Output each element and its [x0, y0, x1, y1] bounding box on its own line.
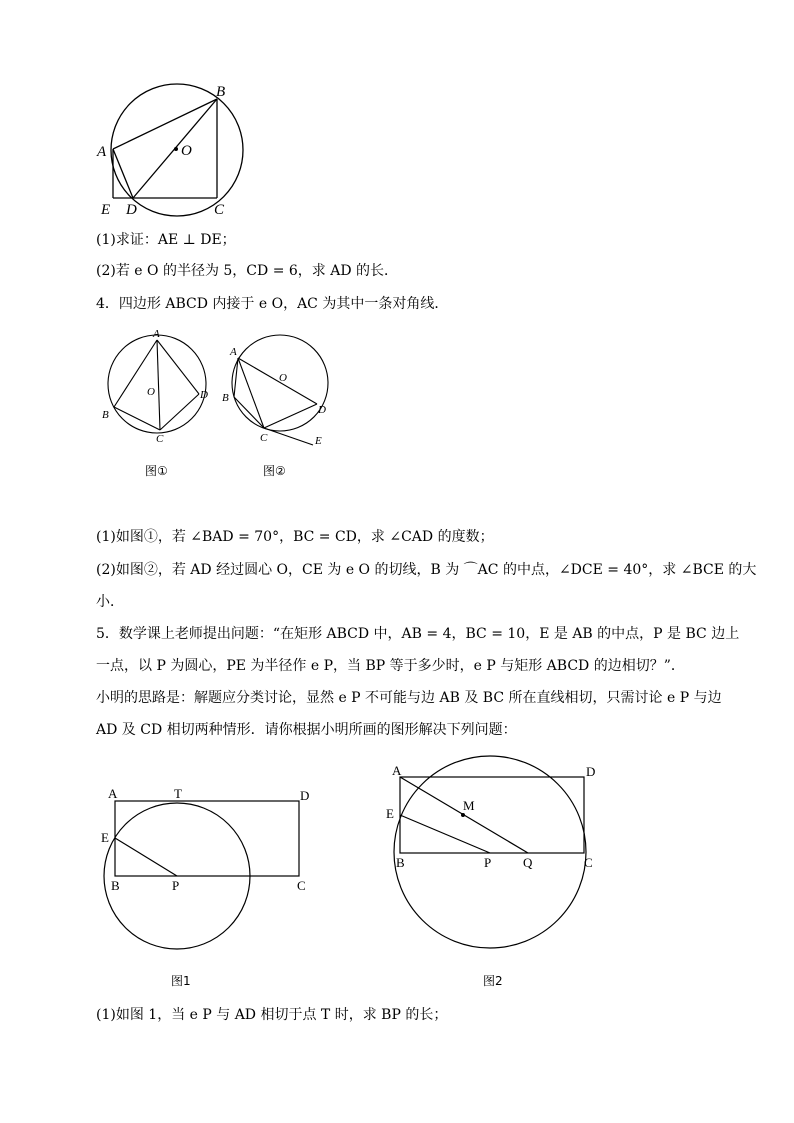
- fig2-circle: [232, 335, 328, 431]
- fig5b-point-m: [461, 813, 465, 817]
- fig5a-label-p: P: [172, 878, 180, 893]
- circle-o: [111, 84, 243, 216]
- fig5a-label-a: A: [108, 786, 118, 801]
- fig5b-caption: 图2: [483, 974, 503, 988]
- p3-part2: (2)若 e O 的半径为 5，CD = 6，求 AD 的长．: [96, 263, 399, 279]
- fig1-ac: [157, 340, 160, 430]
- p4-part1: (1)如图①，若 ∠BAD = 70°，BC = CD，求 ∠CAD 的度数；: [96, 529, 494, 545]
- fig5a-label-b: B: [111, 878, 120, 893]
- fig2-label-b: B: [222, 392, 229, 404]
- fig1-cd: [160, 394, 199, 430]
- p4-intro: 4．四边形 ABCD 内接于 e O，AC 为其中一条对角线．: [96, 296, 449, 312]
- label-o: O: [181, 143, 192, 159]
- fig2-ab: [234, 358, 238, 397]
- fig2-label-c: C: [260, 432, 268, 444]
- segment-ad: [113, 149, 133, 198]
- fig5b-label-m: M: [463, 798, 475, 813]
- p5-line3: 小明的思路是：解题应分类讨论，显然 e P 不可能与边 AB 及 BC 所在直线相切，只需讨论 e P 与边: [96, 690, 722, 706]
- fig5a-label-c: C: [297, 878, 306, 893]
- fig5a-caption: 图1: [171, 974, 191, 988]
- fig5b-rectangle: [400, 777, 584, 853]
- fig5b-label-q: Q: [523, 855, 533, 870]
- fig2-caption: 图②: [263, 464, 286, 478]
- fig5a-ep: [115, 838, 177, 876]
- fig2-ce: [264, 428, 313, 445]
- label-c: C: [214, 202, 225, 218]
- fig5b-label-e: E: [386, 806, 394, 821]
- p5-part1: (1)如图 1，当 e P 与 AD 相切于点 T 时，求 BP 的长；: [96, 1007, 448, 1023]
- p5-line2: 一点，以 P 为圆心，PE 为半径作 e P，当 BP 等于多少时，e P 与矩形 ABCD 的边相切？”．: [96, 658, 685, 674]
- label-a: A: [97, 144, 107, 160]
- fig5a-label-d: D: [300, 788, 310, 803]
- fig5b-circle: [394, 756, 586, 948]
- fig2-label-e: E: [315, 435, 322, 447]
- fig2-label-o: O: [279, 372, 287, 384]
- fig5b-label-d: D: [586, 764, 596, 779]
- fig5b-label-c: C: [584, 855, 593, 870]
- fig5b-label-a: A: [392, 763, 402, 778]
- fig1-label-a: A: [153, 328, 160, 340]
- fig1-label-b: B: [102, 409, 109, 421]
- fig1-circle: [108, 335, 206, 433]
- p4-part2-line1: (2)如图②，若 AD 经过圆心 O，CE 为 e O 的切线，B 为 ⌒AC 的中点，∠DCE = 40°，求 ∠BCE 的大: [96, 562, 757, 578]
- fig5a-circle: [104, 803, 250, 949]
- fig1-ab: [114, 340, 157, 407]
- segment-ab: [113, 99, 217, 149]
- fig5b-label-p: P: [484, 855, 492, 870]
- fig5a-label-t: T: [174, 786, 182, 801]
- fig1-caption: 图①: [145, 464, 168, 478]
- fig2-ad: [238, 358, 317, 404]
- fig2-label-a: A: [230, 346, 237, 358]
- fig5a-rectangle: [115, 801, 299, 876]
- fig5a-label-e: E: [101, 830, 109, 845]
- p3-part1: (1)求证：AE ⊥ DE；: [96, 232, 236, 248]
- fig1-bc: [114, 407, 160, 430]
- fig2-bc: [234, 397, 264, 428]
- label-d: D: [126, 202, 137, 218]
- center-dot: [174, 147, 178, 151]
- p4-part2-line2: 小．: [96, 594, 124, 610]
- fig5b-aq: [400, 777, 528, 853]
- fig2-ac: [238, 358, 264, 428]
- fig5b-label-b: B: [396, 855, 405, 870]
- fig1-label-c: C: [156, 433, 164, 445]
- fig1-label-d: D: [200, 389, 208, 401]
- p5-line4: AD 及 CD 相切两种情形．请你根据小明所画的图形解决下列问题：: [96, 722, 517, 738]
- label-e: E: [101, 202, 111, 218]
- fig1-label-o: O: [147, 386, 155, 398]
- fig2-label-d: D: [318, 404, 326, 416]
- p5-line1: 5．数学课上老师提出问题：“在矩形 ABCD 中，AB = 4，BC = 10，E 是 AB 的中点，P 是 BC 边上: [96, 626, 740, 642]
- fig5b-ep: [400, 815, 490, 853]
- fig1-da: [157, 340, 199, 394]
- segment-bd: [133, 99, 217, 198]
- fig2-cd: [264, 404, 317, 428]
- label-b: B: [216, 84, 226, 100]
